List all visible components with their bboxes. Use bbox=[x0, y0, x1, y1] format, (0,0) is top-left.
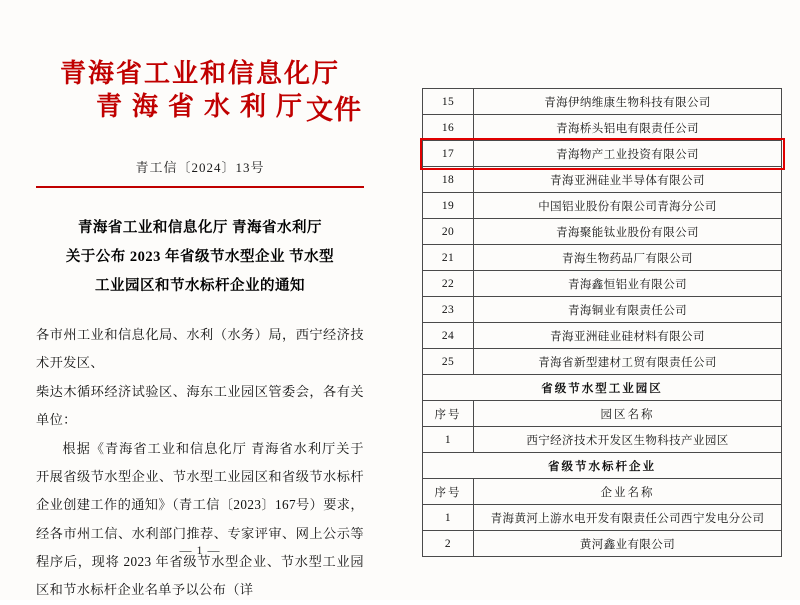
section-title-text: 省级节水标杆企业 bbox=[423, 453, 782, 479]
row-name: 青海生物药品厂有限公司 bbox=[474, 245, 782, 271]
row-name: 青海铜业有限责任公司 bbox=[474, 297, 782, 323]
enterprise-list-table bbox=[422, 88, 782, 557]
table-row-highlighted bbox=[423, 141, 782, 167]
row-index: 18 bbox=[423, 167, 474, 193]
row-name: 青海黄河上游水电开发有限责任公司西宁发电分公司 bbox=[474, 505, 782, 531]
section-title-industrial-parks bbox=[423, 375, 782, 401]
table-row bbox=[423, 271, 782, 297]
document-body bbox=[36, 321, 364, 605]
page-number: — 1 — bbox=[179, 543, 221, 557]
row-index: 24 bbox=[423, 323, 474, 349]
row-index: 25 bbox=[423, 349, 474, 375]
row-index: 15 bbox=[423, 89, 474, 115]
table-row bbox=[423, 115, 782, 141]
title-line-1: 青海省工业和信息化厅 青海省水利厅 bbox=[77, 220, 323, 236]
body-paragraph-1: 根据《青海省工业和信息化厅 青海省水利厅关于开展省级节水型企业、节水型工业园区和省级节水标杆企业创建工作的通知》（青工信〔2023〕167号）要求，经各市州工信、水利部门推荐、专家评审、网上公示等程序后，现将 2023 年省级节水型企业、节水型工业园区和节水标杆企业名单予以公布（详 bbox=[36, 440, 364, 598]
row-index: 23 bbox=[423, 297, 474, 323]
title-line-2: 关于公布 2023 年省级节水型企业 节水型 bbox=[65, 249, 335, 265]
left-document-page bbox=[0, 0, 400, 600]
table-row bbox=[423, 505, 782, 531]
row-name: 西宁经济技术开发区生物科技产业园区 bbox=[474, 427, 782, 453]
row-name: 青海伊纳维康生物科技有限公司 bbox=[474, 89, 782, 115]
section-title-benchmark-enterprises bbox=[423, 453, 782, 479]
table-row bbox=[423, 89, 782, 115]
masthead bbox=[36, 58, 364, 123]
red-divider-rule bbox=[36, 186, 364, 188]
section-title-text: 省级节水型工业园区 bbox=[423, 375, 782, 401]
row-name: 青海亚洲硅业半导体有限公司 bbox=[474, 167, 782, 193]
title-line-3: 工业园区和节水标杆企业的通知 bbox=[95, 278, 305, 294]
row-index: 2 bbox=[423, 531, 474, 557]
row-index: 22 bbox=[423, 271, 474, 297]
row-index: 17 bbox=[423, 141, 474, 167]
row-index: 1 bbox=[423, 427, 474, 453]
body-line-1: 各市州工业和信息化局、水利（水务）局，西宁经济技术开发区、 bbox=[36, 327, 364, 371]
table-row bbox=[423, 245, 782, 271]
row-index: 1 bbox=[423, 505, 474, 531]
row-name: 青海物产工业投资有限公司 bbox=[474, 141, 782, 167]
table-row bbox=[423, 323, 782, 349]
table-row bbox=[423, 219, 782, 245]
masthead-suffix: 文件 bbox=[306, 95, 362, 125]
document-number: 青工信〔2024〕13号 bbox=[135, 160, 265, 175]
row-index: 20 bbox=[423, 219, 474, 245]
table-row bbox=[423, 349, 782, 375]
table-row bbox=[423, 193, 782, 219]
row-name: 中国铝业股份有限公司青海分公司 bbox=[474, 193, 782, 219]
body-line-2: 柴达木循环经济试验区、海东工业园区管委会，各有关单位： bbox=[36, 383, 364, 428]
row-name: 青海聚能钛业股份有限公司 bbox=[474, 219, 782, 245]
column-header-index: 序号 bbox=[423, 401, 474, 427]
row-index: 21 bbox=[423, 245, 474, 271]
table-row bbox=[423, 427, 782, 453]
masthead-line-2: 青海省水利厅 bbox=[95, 91, 312, 121]
section2-header-row bbox=[423, 479, 782, 505]
section1-header-row bbox=[423, 401, 782, 427]
table-row bbox=[423, 167, 782, 193]
table-body bbox=[423, 89, 782, 557]
table-row bbox=[423, 297, 782, 323]
row-name: 青海鑫恒铝业有限公司 bbox=[474, 271, 782, 297]
table-row bbox=[423, 531, 782, 557]
row-index: 16 bbox=[423, 115, 474, 141]
masthead-line-1: 青海省工业和信息化厅 bbox=[59, 59, 340, 88]
right-document-page bbox=[400, 0, 800, 600]
row-name: 黄河鑫业有限公司 bbox=[474, 531, 782, 557]
column-header-name: 企业名称 bbox=[474, 479, 782, 505]
row-name: 青海亚洲硅业硅材料有限公司 bbox=[474, 323, 782, 349]
column-header-name: 园区名称 bbox=[474, 401, 782, 427]
document-title bbox=[36, 214, 364, 301]
row-index: 19 bbox=[423, 193, 474, 219]
row-name: 青海桥头铝电有限责任公司 bbox=[474, 115, 782, 141]
column-header-index: 序号 bbox=[423, 479, 474, 505]
row-name: 青海省新型建材工贸有限责任公司 bbox=[474, 349, 782, 375]
